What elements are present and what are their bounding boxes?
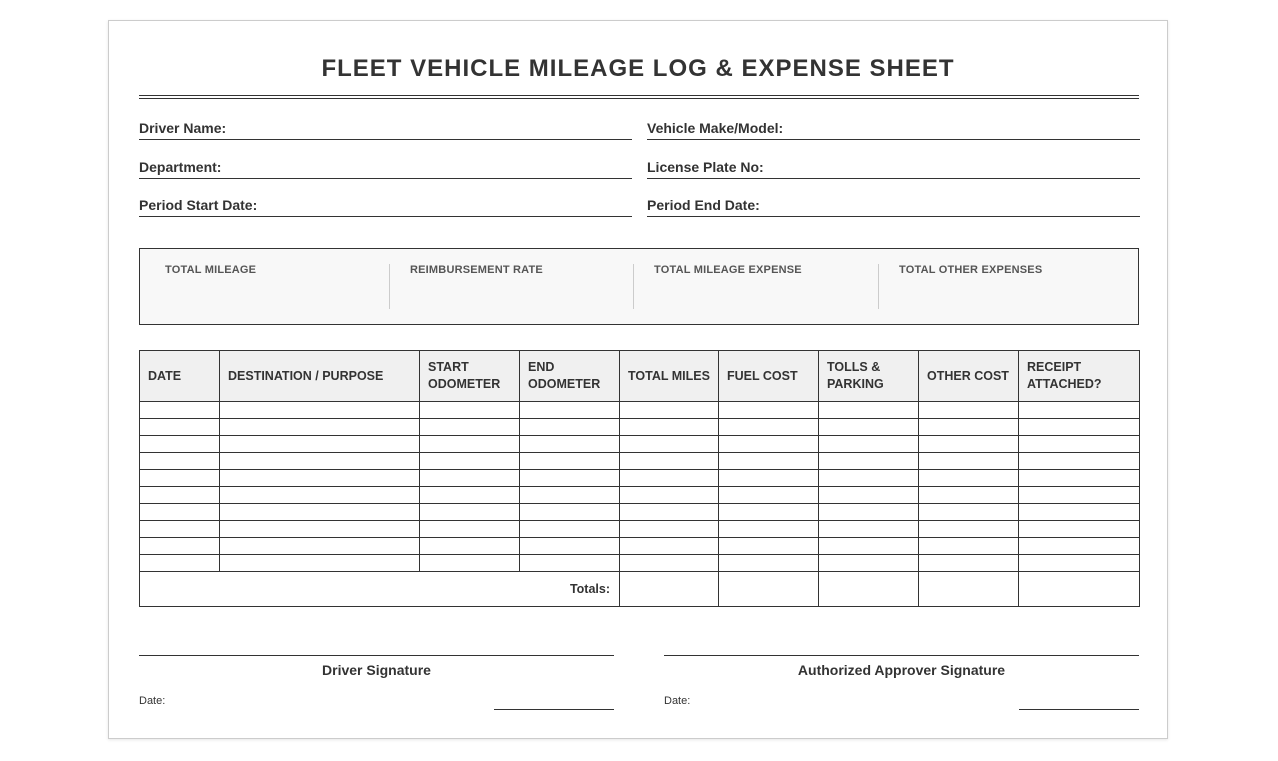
table-cell[interactable]	[520, 453, 620, 470]
table-cell[interactable]	[420, 453, 520, 470]
summary-divider	[389, 264, 390, 309]
department-field[interactable]	[139, 157, 632, 179]
table-cell[interactable]	[140, 402, 220, 419]
table-cell[interactable]	[1019, 419, 1140, 436]
table-cell[interactable]	[420, 521, 520, 538]
table-cell[interactable]	[220, 538, 420, 555]
table-cell[interactable]	[819, 453, 919, 470]
driver-name-label: Driver Name:	[139, 120, 227, 136]
license-plate-field[interactable]	[647, 157, 1140, 179]
table-cell[interactable]	[1019, 436, 1140, 453]
table-cell[interactable]	[620, 504, 719, 521]
table-cell[interactable]	[140, 436, 220, 453]
table-cell[interactable]	[719, 419, 819, 436]
table-cell[interactable]	[420, 538, 520, 555]
table-cell[interactable]	[1019, 538, 1140, 555]
summary-total-mileage-label: TOTAL MILEAGE	[165, 264, 257, 276]
table-cell[interactable]	[520, 402, 620, 419]
approver-signature-line[interactable]	[664, 655, 1139, 656]
table-cell[interactable]	[919, 555, 1019, 572]
total-miles-cell[interactable]	[620, 572, 719, 607]
table-cell[interactable]	[819, 436, 919, 453]
table-cell[interactable]	[620, 436, 719, 453]
table-row	[140, 504, 1140, 521]
table-cell[interactable]	[520, 470, 620, 487]
table-cell[interactable]	[819, 419, 919, 436]
table-row	[140, 436, 1140, 453]
table-cell[interactable]	[1019, 453, 1140, 470]
table-row	[140, 521, 1140, 538]
table-cell[interactable]	[620, 555, 719, 572]
table-cell[interactable]	[1019, 504, 1140, 521]
table-cell[interactable]	[420, 436, 520, 453]
table-cell[interactable]	[919, 419, 1019, 436]
department-label: Department:	[139, 159, 222, 175]
table-cell[interactable]	[220, 504, 420, 521]
table-row	[140, 555, 1140, 572]
column-header-other-cost: OTHER COST	[919, 351, 1019, 402]
total-receipt-cell[interactable]	[1019, 572, 1140, 607]
column-header-receipt-attached: RECEIPT ATTACHED?	[1019, 351, 1140, 402]
table-cell[interactable]	[620, 402, 719, 419]
title-divider	[139, 95, 1139, 99]
expense-sheet	[108, 20, 1168, 739]
totals-label: Totals:	[140, 572, 620, 607]
table-cell[interactable]	[1019, 521, 1140, 538]
totals-row	[140, 572, 1140, 607]
table-cell[interactable]	[420, 470, 520, 487]
total-other-cost-cell[interactable]	[919, 572, 1019, 607]
vehicle-make-model-field[interactable]	[647, 118, 1140, 140]
table-cell[interactable]	[140, 555, 220, 572]
table-cell[interactable]	[520, 487, 620, 504]
table-cell[interactable]	[919, 436, 1019, 453]
table-cell[interactable]	[719, 436, 819, 453]
table-cell[interactable]	[620, 521, 719, 538]
table-cell[interactable]	[220, 436, 420, 453]
approver-date-label: Date:	[664, 695, 691, 707]
table-cell[interactable]	[520, 538, 620, 555]
table-cell[interactable]	[819, 487, 919, 504]
driver-name-field[interactable]	[139, 118, 632, 140]
summary-box	[139, 248, 1139, 325]
table-cell[interactable]	[819, 538, 919, 555]
period-start-field[interactable]	[139, 195, 632, 217]
table-cell[interactable]	[220, 555, 420, 572]
table-cell[interactable]	[420, 419, 520, 436]
summary-total-other-expenses-label: TOTAL OTHER EXPENSES	[899, 264, 1043, 276]
column-header-total-miles: TOTAL MILES	[620, 351, 719, 402]
table-row	[140, 402, 1140, 419]
total-tolls-parking-cell[interactable]	[819, 572, 919, 607]
table-cell[interactable]	[919, 453, 1019, 470]
column-header-destination: DESTINATION / PURPOSE	[220, 351, 420, 402]
period-start-label: Period Start Date:	[139, 197, 258, 213]
table-cell[interactable]	[719, 504, 819, 521]
table-cell[interactable]	[620, 538, 719, 555]
summary-total-mileage-expense[interactable]	[654, 264, 874, 309]
approver-signature-label: Authorized Approver Signature	[797, 662, 1006, 678]
table-cell[interactable]	[1019, 470, 1140, 487]
driver-signature-line[interactable]	[139, 655, 614, 656]
mileage-log-table	[139, 350, 1140, 607]
column-header-fuel-cost: FUEL COST	[719, 351, 819, 402]
driver-signature-label: Driver Signature	[322, 662, 431, 678]
table-cell[interactable]	[140, 453, 220, 470]
table-cell[interactable]	[719, 402, 819, 419]
table-cell[interactable]	[420, 487, 520, 504]
column-header-tolls-parking: TOLLS & PARKING	[819, 351, 919, 402]
table-cell[interactable]	[140, 419, 220, 436]
table-cell[interactable]	[220, 487, 420, 504]
table-cell[interactable]	[1019, 402, 1140, 419]
table-cell[interactable]	[919, 538, 1019, 555]
table-row	[140, 419, 1140, 436]
table-cell[interactable]	[719, 555, 819, 572]
table-cell[interactable]	[220, 419, 420, 436]
table-cell[interactable]	[719, 538, 819, 555]
table-cell[interactable]	[420, 555, 520, 572]
table-cell[interactable]	[140, 521, 220, 538]
summary-divider	[878, 264, 879, 309]
summary-total-other-expenses[interactable]	[899, 264, 1119, 309]
table-cell[interactable]	[220, 453, 420, 470]
table-cell[interactable]	[220, 521, 420, 538]
table-cell[interactable]	[819, 504, 919, 521]
driver-date-label: Date:	[139, 695, 166, 707]
table-cell[interactable]	[140, 504, 220, 521]
table-cell[interactable]	[819, 521, 919, 538]
driver-date-line[interactable]	[494, 709, 614, 710]
column-header-date: DATE	[140, 351, 220, 402]
table-row	[140, 538, 1140, 555]
approver-date-line[interactable]	[1019, 709, 1139, 710]
table-cell[interactable]	[919, 487, 1019, 504]
summary-total-mileage[interactable]	[165, 264, 385, 309]
table-cell[interactable]	[719, 487, 819, 504]
table-cell[interactable]	[719, 521, 819, 538]
table-row	[140, 453, 1140, 470]
table-cell[interactable]	[620, 419, 719, 436]
period-end-field[interactable]	[647, 195, 1140, 217]
vehicle-make-model-label: Vehicle Make/Model:	[647, 120, 784, 136]
table-cell[interactable]	[819, 470, 919, 487]
table-row	[140, 487, 1140, 504]
table-cell[interactable]	[220, 402, 420, 419]
table-cell[interactable]	[420, 402, 520, 419]
table-cell[interactable]	[220, 470, 420, 487]
table-cell[interactable]	[919, 504, 1019, 521]
summary-reimbursement-rate-label: REIMBURSEMENT RATE	[410, 264, 543, 276]
table-cell[interactable]	[520, 555, 620, 572]
column-header-end-odometer: END ODOMETER	[520, 351, 620, 402]
table-cell[interactable]	[420, 504, 520, 521]
table-cell[interactable]	[520, 504, 620, 521]
table-cell[interactable]	[1019, 487, 1140, 504]
page-title: FLEET VEHICLE MILEAGE LOG & EXPENSE SHEET	[321, 55, 955, 82]
table-cell[interactable]	[919, 470, 1019, 487]
table-header-row	[140, 351, 1140, 402]
period-end-label: Period End Date:	[647, 197, 760, 213]
table-cell[interactable]	[520, 419, 620, 436]
table-cell[interactable]	[140, 538, 220, 555]
table-cell[interactable]	[819, 555, 919, 572]
table-cell[interactable]	[520, 521, 620, 538]
total-fuel-cost-cell[interactable]	[719, 572, 819, 607]
table-cell[interactable]	[620, 470, 719, 487]
table-cell[interactable]	[919, 521, 1019, 538]
license-plate-label: License Plate No:	[647, 159, 764, 175]
summary-reimbursement-rate[interactable]	[410, 264, 630, 309]
table-cell[interactable]	[719, 470, 819, 487]
column-header-start-odometer: START ODOMETER	[420, 351, 520, 402]
table-cell[interactable]	[819, 402, 919, 419]
table-cell[interactable]	[620, 453, 719, 470]
table-cell[interactable]	[620, 487, 719, 504]
table-row	[140, 470, 1140, 487]
table-cell[interactable]	[719, 453, 819, 470]
table-cell[interactable]	[1019, 555, 1140, 572]
summary-total-mileage-expense-label: TOTAL MILEAGE EXPENSE	[654, 264, 802, 276]
table-cell[interactable]	[919, 402, 1019, 419]
summary-divider	[633, 264, 634, 309]
table-cell[interactable]	[140, 470, 220, 487]
table-cell[interactable]	[140, 487, 220, 504]
table-cell[interactable]	[520, 436, 620, 453]
